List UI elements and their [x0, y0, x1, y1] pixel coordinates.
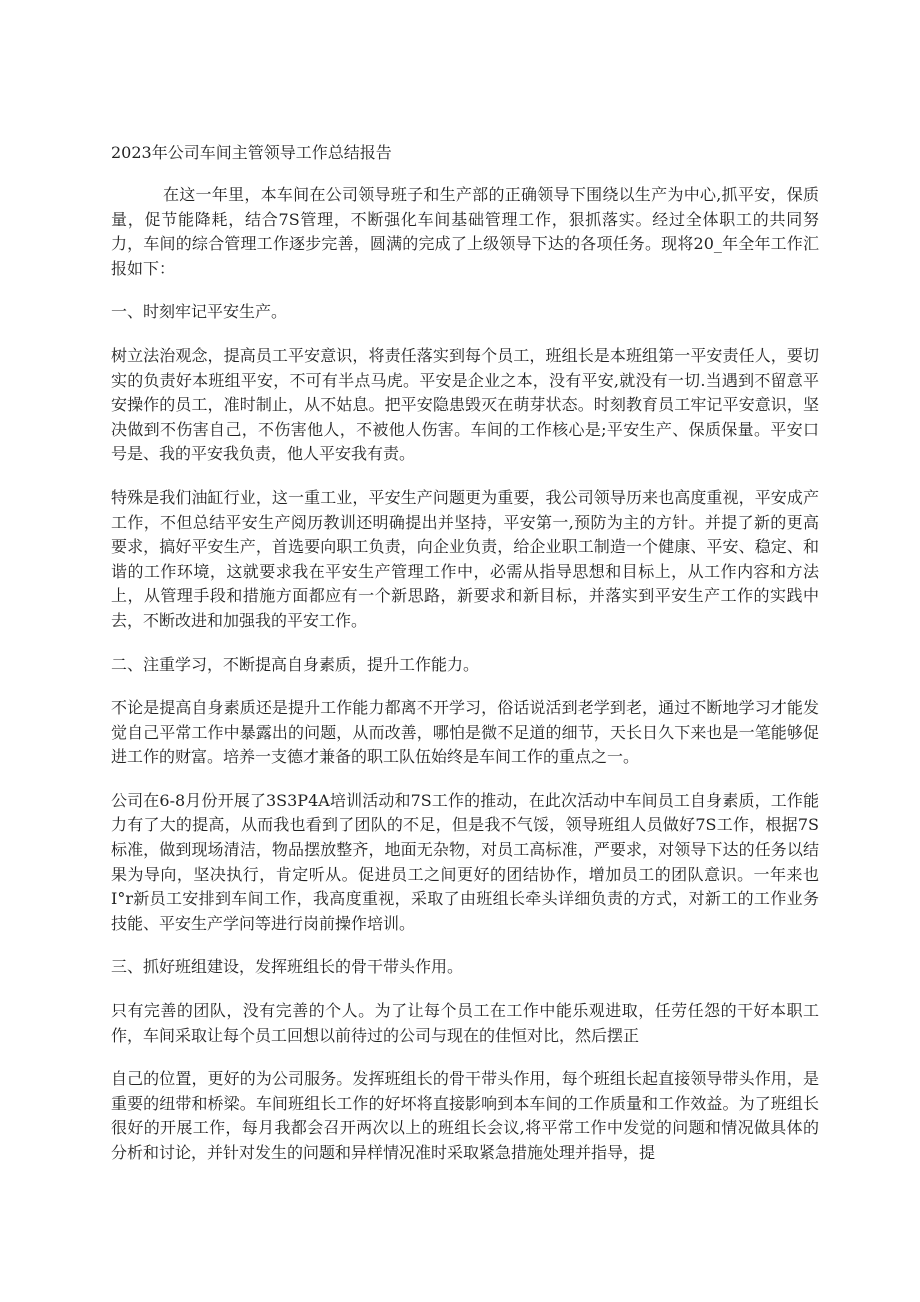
section-2-heading: 二、注重学习，不断提高自身素质，提升工作能力。 [111, 654, 480, 674]
intro-paragraph: 在这一年里，本车间在公司领导班子和生产部的正确领导下围绕以生产为中心,抓平安，保质量，促节能降耗，结合7S管理，不断强化车间基础管理工作，狠抓落实。经过全体职工的共同努力，车间的综合管理工作逐步完善，圆满的完成了上级领导下达的各项任务。现将20_年全年工作汇报如下： [111, 185, 819, 278]
document-title: 2023年公司车间主管领导工作总结报告 [111, 143, 392, 162]
section-2-paragraph-2: 公司在6-8月份开展了3S3P4A培训活动和7S工作的推动，在此次活动中车间员工自身素质，工作能力有了大的提高，从而我也看到了团队的不足，但是我不气馁，领导班组人员做好7S工作，根据7S标准，做到现场清洁，物品摆放整齐，地面无杂物，对员工高标准，严要求，对领导下达的任务以结果为导向，坚决执行，肯定听从。促进员工之间更好的团结协作，增加员工的团队意识。一年来也I°r新员工安排到车间工作，我高度重视，采取了由班组长牵头详细负责的方式，对新工的工作业务技能、平安生产学问等进行岗前操作培训。 [111, 790, 819, 933]
document-body [111, 142, 819, 1166]
section-2-paragraph-1: 不论是提高自身素质还是提升工作能力都离不开学习，俗话说活到老学到老，通过不断地学习才能发觉自己平常工作中暴露出的问题，从而改善，哪怕是微不足道的细节，天长日久下来也是一笔能够促进工作的财富。培养一支德才兼备的职工队伍始终是车间工作的重点之一。 [111, 698, 819, 767]
section-1-paragraph-1: 树立法治观念，提高员工平安意识，将责任落实到每个员工，班组长是本班组第一平安责任人，要切实的负责好本班组平安，不可有半点马虎。平安是企业之本，没有平安,就没有一切.当遇到不留意平安操作的员工，准时制止，从不姑息。把平安隐患毁灭在萌芽状态。时刻教育员工牢记平安意识，坚决做到不伤害自己，不伤害他人，不被他人伤害。车间的工作核心是;平安生产、保质保量。平安口号是、我的平安我负责，他人平安我有责。 [111, 345, 819, 464]
section-3-paragraph-1: 只有完善的团队，没有完善的个人。为了让每个员工在工作中能乐观进取，任劳任怨的干好本职工作，车间采取让每个员工回想以前待过的公司与现在的佳恒对比，然后摆正 [111, 1001, 819, 1045]
section-3-paragraph-2: 自己的位置，更好的为公司服务。发挥班组长的骨干带头作用，每个班组长起直接领导带头作用，是重要的纽带和桥梁。车间班组长工作的好坏将直接影响到本车间的工作质量和工作效益。为了班组长很好的开展工作，每月我都会召开两次以上的班组长会议,将平常工作中发觉的问题和情况做具体的分析和讨论，并针对发生的问题和异样情况准时采取紧急措施处理并指导，提 [111, 1069, 819, 1162]
section-3-heading: 三、抓好班组建设，发挥班组长的骨干带头作用。 [111, 957, 464, 977]
section-1-paragraph-2: 特殊是我们油缸行业，这一重工业，平安生产问题更为重要，我公司领导历来也高度重视，平安成产工作，不但总结平安生产阅历教训还明确提出并坚持，平安第一,预防为主的方针。并提了新的更高要求，搞好平安生产，首选要向职工负责，向企业负责，给企业职工制造一个健康、平安、稳定、和谐的工作环境，这就要求我在平安生产管理工作中，必需从指导思想和目标上，从工作内容和方法上，从管理手段和措施方面都应有一个新思路，新要求和新目标，并落实到平安生产工作的实践中去，不断改进和加强我的平安工作。 [111, 487, 819, 630]
section-1-heading: 一、时刻牢记平安生产。 [111, 302, 288, 322]
